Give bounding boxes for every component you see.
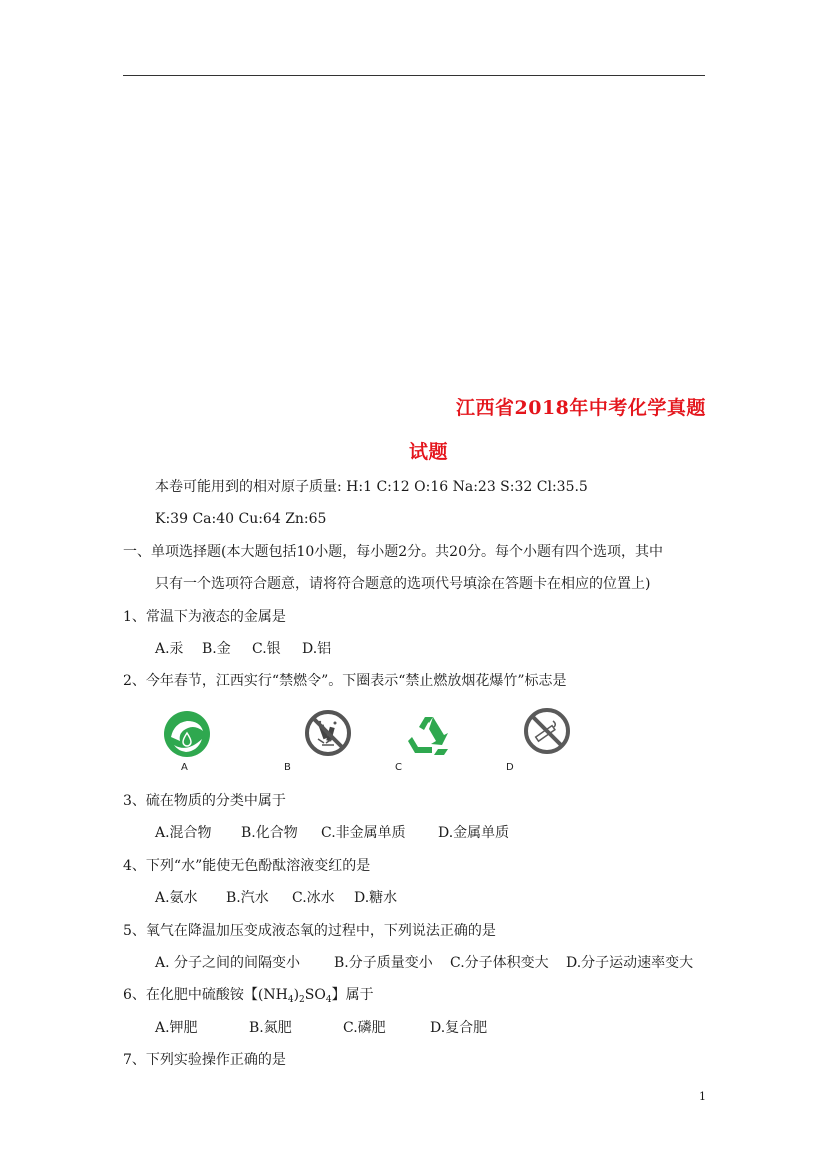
option-c[interactable]: C.分子体积变大 [450,955,549,971]
question-1-options [155,640,331,658]
option-c[interactable]: C.冰水 [292,890,335,906]
page-number: 1 [699,1090,706,1103]
option-d[interactable]: D.铝 [302,641,332,657]
page-title-line2: 试题 [409,441,449,463]
option-a[interactable]: A.氨水 [155,890,198,906]
option-c[interactable]: C.非金属单质 [321,825,406,841]
question-5-options [155,954,693,972]
option-b[interactable]: B.化合物 [241,825,298,841]
page-title: 江西省2018年中考化学真题 [456,397,706,419]
section-heading-cont: 只有一个选项符合题意，请将符合题意的选项代号填涂在答题卡在相应的位置上) [155,576,651,592]
question-4-stem: 4、下列“水”能使无色酚酞溶液变红的是 [123,858,371,874]
question-4-options [155,889,397,907]
option-a[interactable]: A.汞 [155,641,184,657]
option-a[interactable]: A. 分子之间的间隔变小 [155,955,301,971]
question-6-options [155,1019,487,1037]
question-7-stem: 7、下列实验操作正确的是 [123,1052,286,1068]
option-a[interactable]: A.混合物 [155,825,212,841]
atomic-mass-note: 本卷可能用到的相对原子质量: H:1 C:12 O:16 Na:23 S:32 Cl:35.5 [155,479,588,495]
option-a[interactable]: A.钾肥 [155,1020,198,1036]
icon-label-a: A [181,762,188,773]
option-c[interactable]: C.银 [252,641,281,657]
option-b[interactable]: B.分子质量变小 [334,955,433,971]
question-3-options [155,824,509,842]
question-1-stem: 1、常温下为液态的金属是 [123,609,286,625]
section-heading: 一、单项选择题(本大题包括10小题，每小题2分。共20分。每个小题有四个选项，其中 [123,544,663,560]
question-3-stem: 3、硫在物质的分类中属于 [123,793,286,809]
icon-label-c: C [395,762,402,773]
header-rule [123,75,705,76]
no-fireworks-icon[interactable] [304,709,352,757]
water-saving-icon[interactable] [162,709,212,759]
question-6-stem: 6、在化肥中硫酸铵【$(NH_4)_2SO_4$】属于 [123,987,374,1005]
option-b[interactable]: B.汽水 [226,890,269,906]
question-5-stem: 5、氧气在降温加压变成液态氧的过程中，下列说法正确的是 [123,923,496,939]
option-b[interactable]: B.金 [202,641,231,657]
option-d[interactable]: D.分子运动速率变大 [566,955,694,971]
option-d[interactable]: D.糖水 [354,890,398,906]
option-d[interactable]: D.复合肥 [430,1020,488,1036]
atomic-mass-note-cont: K:39 Ca:40 Cu:64 Zn:65 [155,511,327,527]
icon-label-b: B [284,762,291,773]
question-2-stem: 2、今年春节，江西实行“禁燃令”。下圈表示“禁止燃放烟花爆竹”标志是 [123,673,567,689]
recycle-icon[interactable] [404,711,454,757]
no-smoking-icon[interactable] [523,707,571,755]
option-c[interactable]: C.磷肥 [343,1020,386,1036]
option-d[interactable]: D.金属单质 [438,825,510,841]
icon-label-d: D [506,762,514,773]
option-b[interactable]: B.氮肥 [249,1020,292,1036]
